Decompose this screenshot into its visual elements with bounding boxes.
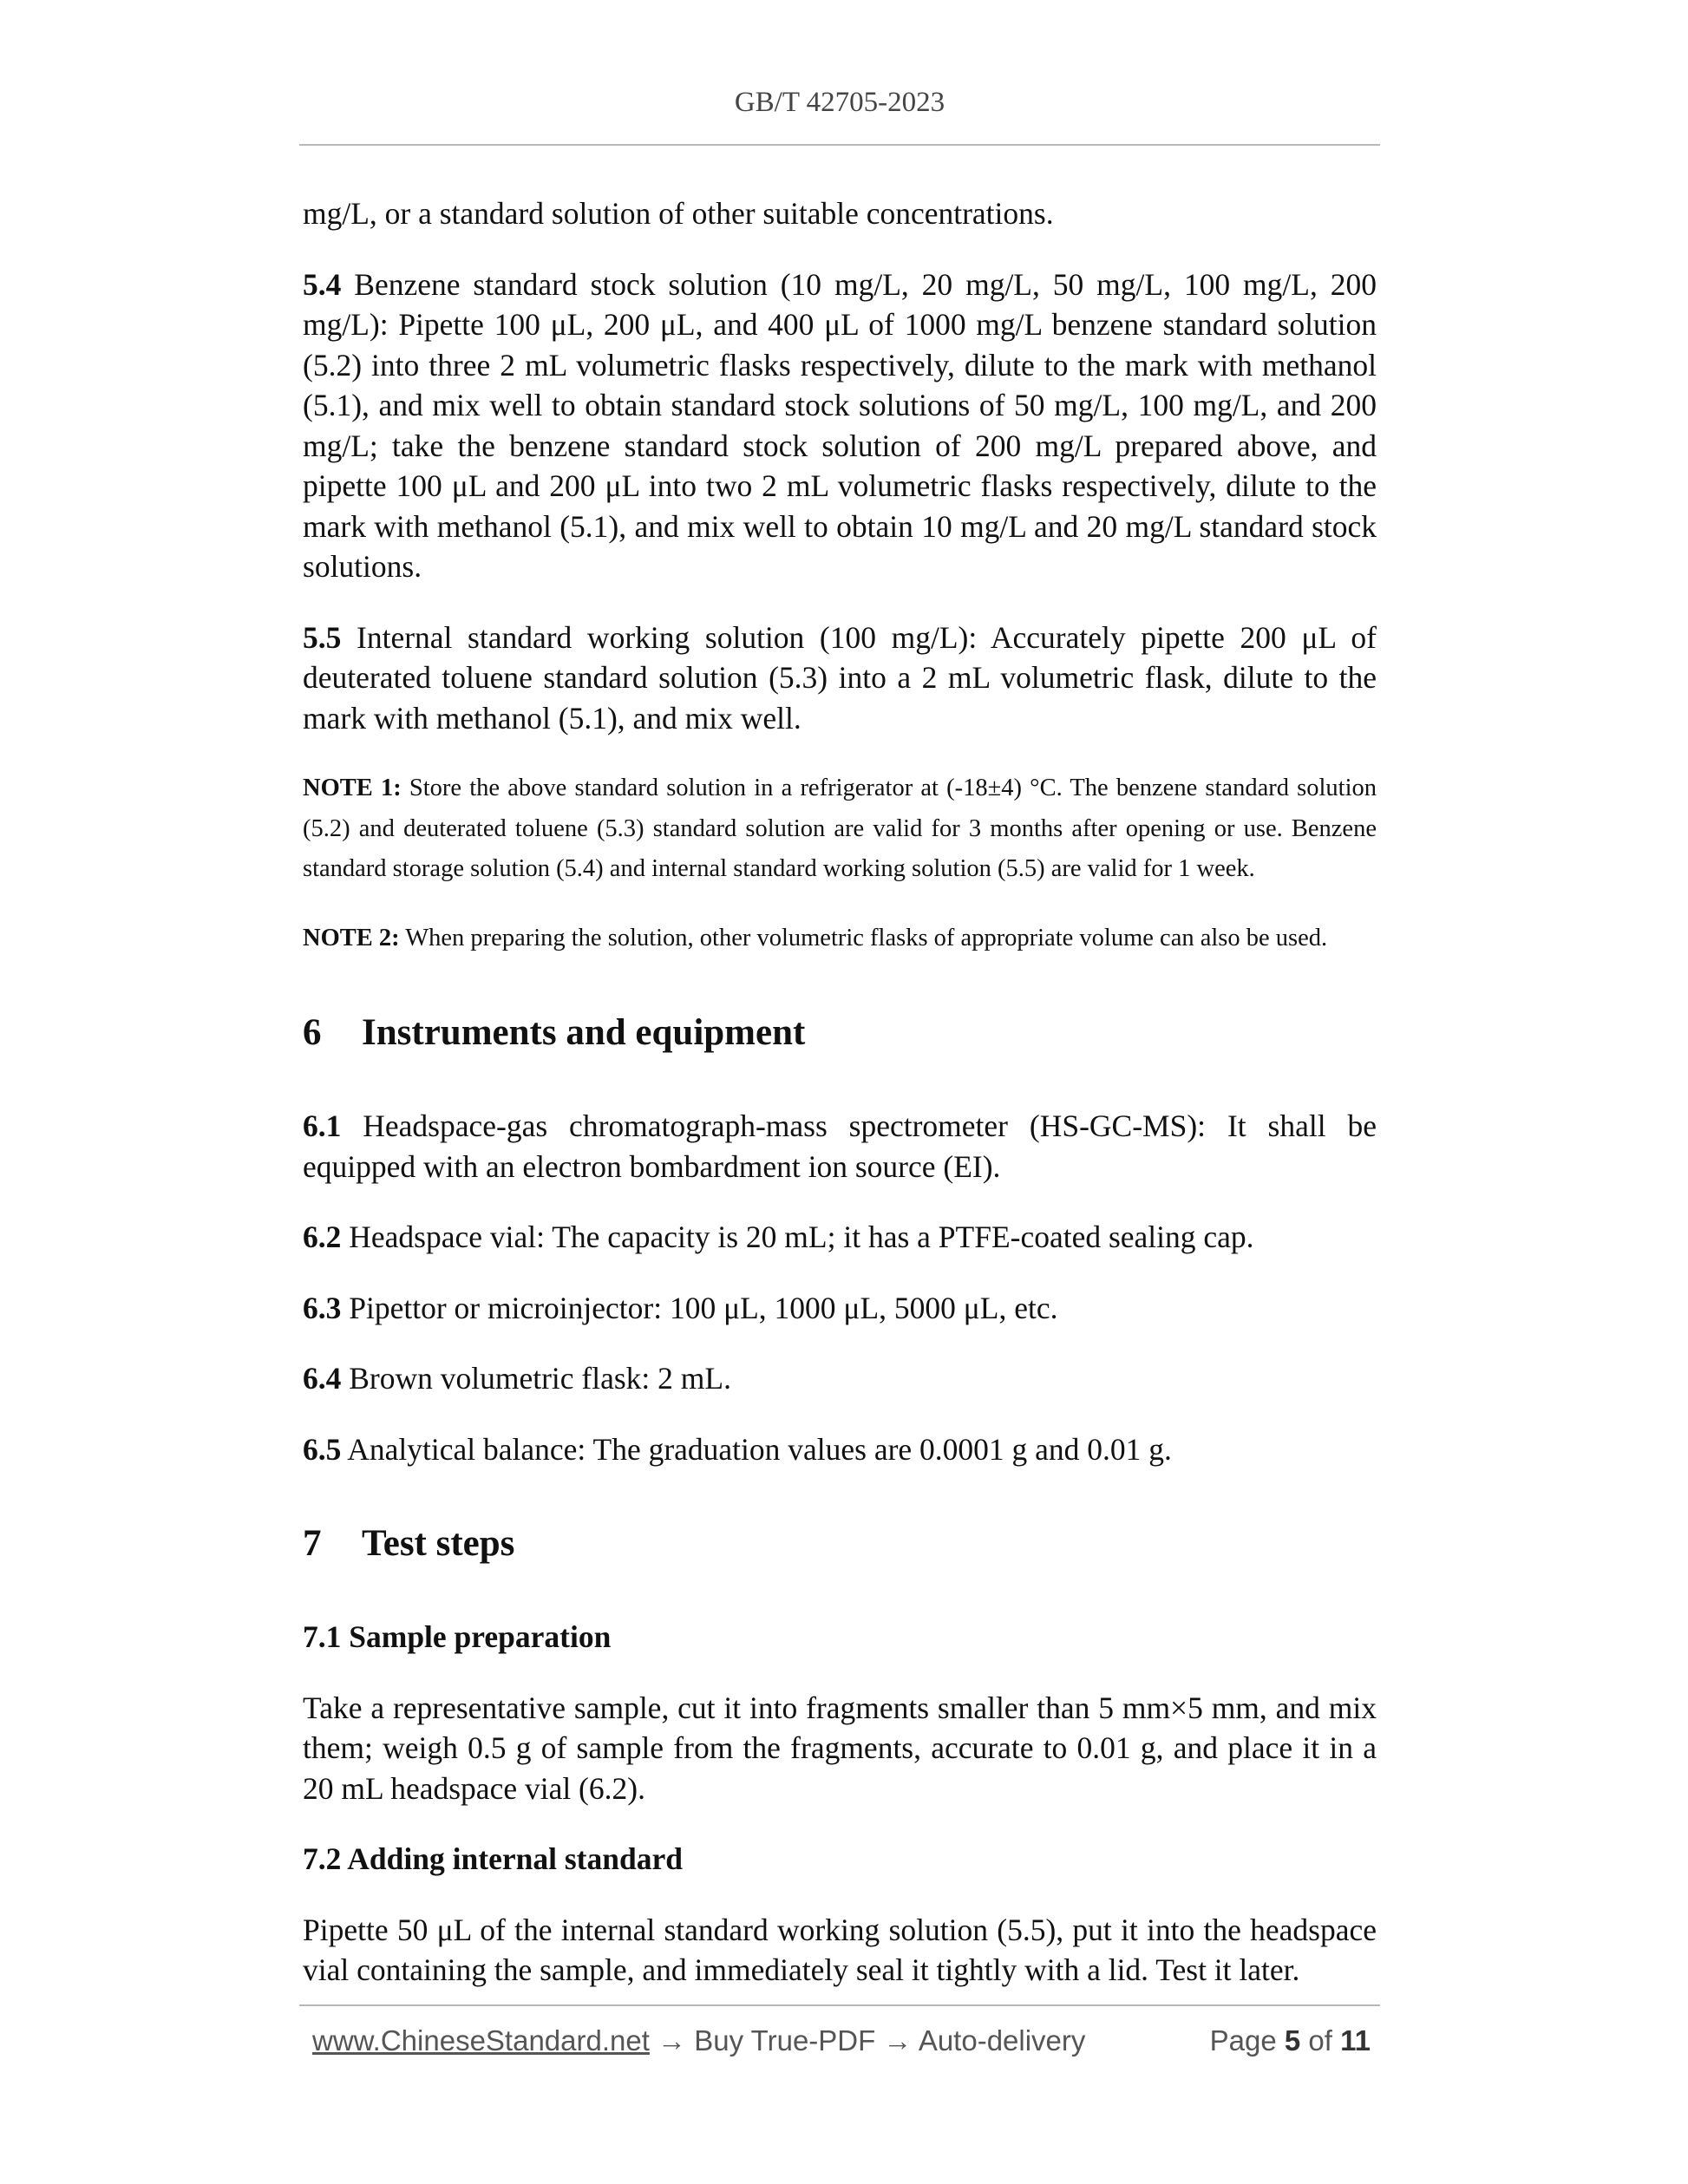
clause-5-5 <box>303 618 1377 739</box>
page-footer <box>312 2019 1371 2063</box>
clause-6-3 <box>303 1288 1377 1329</box>
note-text: Store the above standard solution in a refrigerator at (-18±4) °C. The benzene standard solution (5.2) and deuterated toluene (5.3) standard solution are valid for 3 months after opening or use. Benzene standard storage solution (5.4) and internal standard working solution (5.5) are valid for 1 week. <box>303 775 1377 882</box>
section-7-heading <box>303 1520 1377 1568</box>
note-2 <box>303 919 1377 959</box>
clause-number: 5.4 <box>303 266 342 302</box>
clause-5-4 <box>303 265 1377 587</box>
subsection-7-1-heading: 7.1 Sample preparation <box>303 1619 612 1654</box>
clause-text: Brown volumetric flask: 2 mL. <box>341 1361 731 1396</box>
page-label: Page <box>1209 2024 1285 2056</box>
clause-6-4 <box>303 1358 1377 1399</box>
section-title: Test steps <box>362 1523 515 1564</box>
section-number: 6 <box>303 1012 322 1053</box>
clause-6-1 <box>303 1106 1377 1187</box>
clause-text: Headspace-gas chromatograph-mass spectrometer (HS-GC-MS): It shall be equipped with an electron bombardment ion source (EI). <box>303 1108 1377 1184</box>
note-label: NOTE 1: <box>303 775 402 801</box>
clause-text: Internal standard working solution (100 mg/L): Accurately pipette 200 μL of deuterated toluene standard solution (5.3) into a 2 mL volumetric flask, dilute to the mark with methanol (5.1), and mix well. <box>303 619 1377 736</box>
note-1 <box>303 768 1377 890</box>
clause-number: 6.4 <box>303 1361 342 1396</box>
clause-7-1-text: Take a representative sample, cut it into fragments smaller than 5 mm×5 mm, and mix them; weigh 0.5 g of sample from the fragments, accurate to 0.01 g, and place it in a 20 mL headspace vial (6.2). <box>303 1690 1377 1806</box>
clause-number: 6.1 <box>303 1108 342 1143</box>
clause-number: 6.5 <box>303 1431 342 1467</box>
clause-number: 6.3 <box>303 1290 342 1325</box>
note-text: When preparing the solution, other volumetric flasks of appropriate volume can also be used. <box>399 924 1328 951</box>
section-number: 7 <box>303 1523 322 1564</box>
clause-number: 5.5 <box>303 619 342 655</box>
clause-text: Analytical balance: The graduation values are 0.0001 g and 0.01 g. <box>341 1431 1172 1467</box>
running-header: GB/T 42705-2023 <box>734 87 945 118</box>
section-6-heading <box>303 1009 1377 1057</box>
clause-7-2-text: Pipette 50 μL of the internal standard working solution (5.5), put it into the headspace vial containing the sample, and immediately seal it tightly with a lid. Test it later. <box>303 1912 1377 1987</box>
clause-number: 6.2 <box>303 1220 342 1254</box>
of-label: of <box>1300 2024 1341 2056</box>
page-indicator <box>1210 2019 1371 2063</box>
section-title: Instruments and equipment <box>362 1012 806 1053</box>
note-label: NOTE 2: <box>303 924 400 951</box>
paragraph-continuation: mg/L, or a standard solution of other suitable concentrations. <box>303 196 1054 231</box>
clause-text: Pipettor or microinjector: 100 μL, 1000 μL, 5000 μL, etc. <box>341 1290 1058 1325</box>
footer-promo <box>312 2019 1085 2063</box>
page-body <box>303 193 1377 2021</box>
footer-rule <box>299 2004 1380 2006</box>
header-rule <box>299 144 1380 146</box>
clause-text: Benzene standard stock solution (10 mg/L, 20 mg/L, 50 mg/L, 100 mg/L, 200 mg/L): Pipette 100 μL, 200 μL, and 400 μL of 1000 mg/L benzene standard solution (5.2) into three 2 mL volumetric flasks respectively, dilute to the mark with methanol (5.1), and mix well to obtain standard stock solutions of 50 mg/L, 100 mg/L, and 200 mg/L; take the benzene standard stock solution of 200 mg/L prepared above, and pipette 100 μL and 200 μL into two 2 mL volumetric flasks respectively, dilute to the mark with methanol (5.1), and mix well to obtain 10 mg/L and 20 mg/L standard stock solutions. <box>303 266 1377 584</box>
subsection-7-2-heading: 7.2 Adding internal standard <box>303 1841 683 1876</box>
page-number: 5 <box>1284 2024 1301 2056</box>
page-total: 11 <box>1340 2024 1371 2056</box>
clause-text: Headspace vial: The capacity is 20 mL; it has a PTFE-coated sealing cap. <box>341 1220 1254 1254</box>
clause-6-5 <box>303 1429 1377 1470</box>
website-link[interactable]: www.ChineseStandard.net <box>312 2024 650 2056</box>
footer-promo-text: → Buy True-PDF → Auto-delivery <box>649 2024 1086 2056</box>
clause-6-2 <box>303 1217 1377 1258</box>
